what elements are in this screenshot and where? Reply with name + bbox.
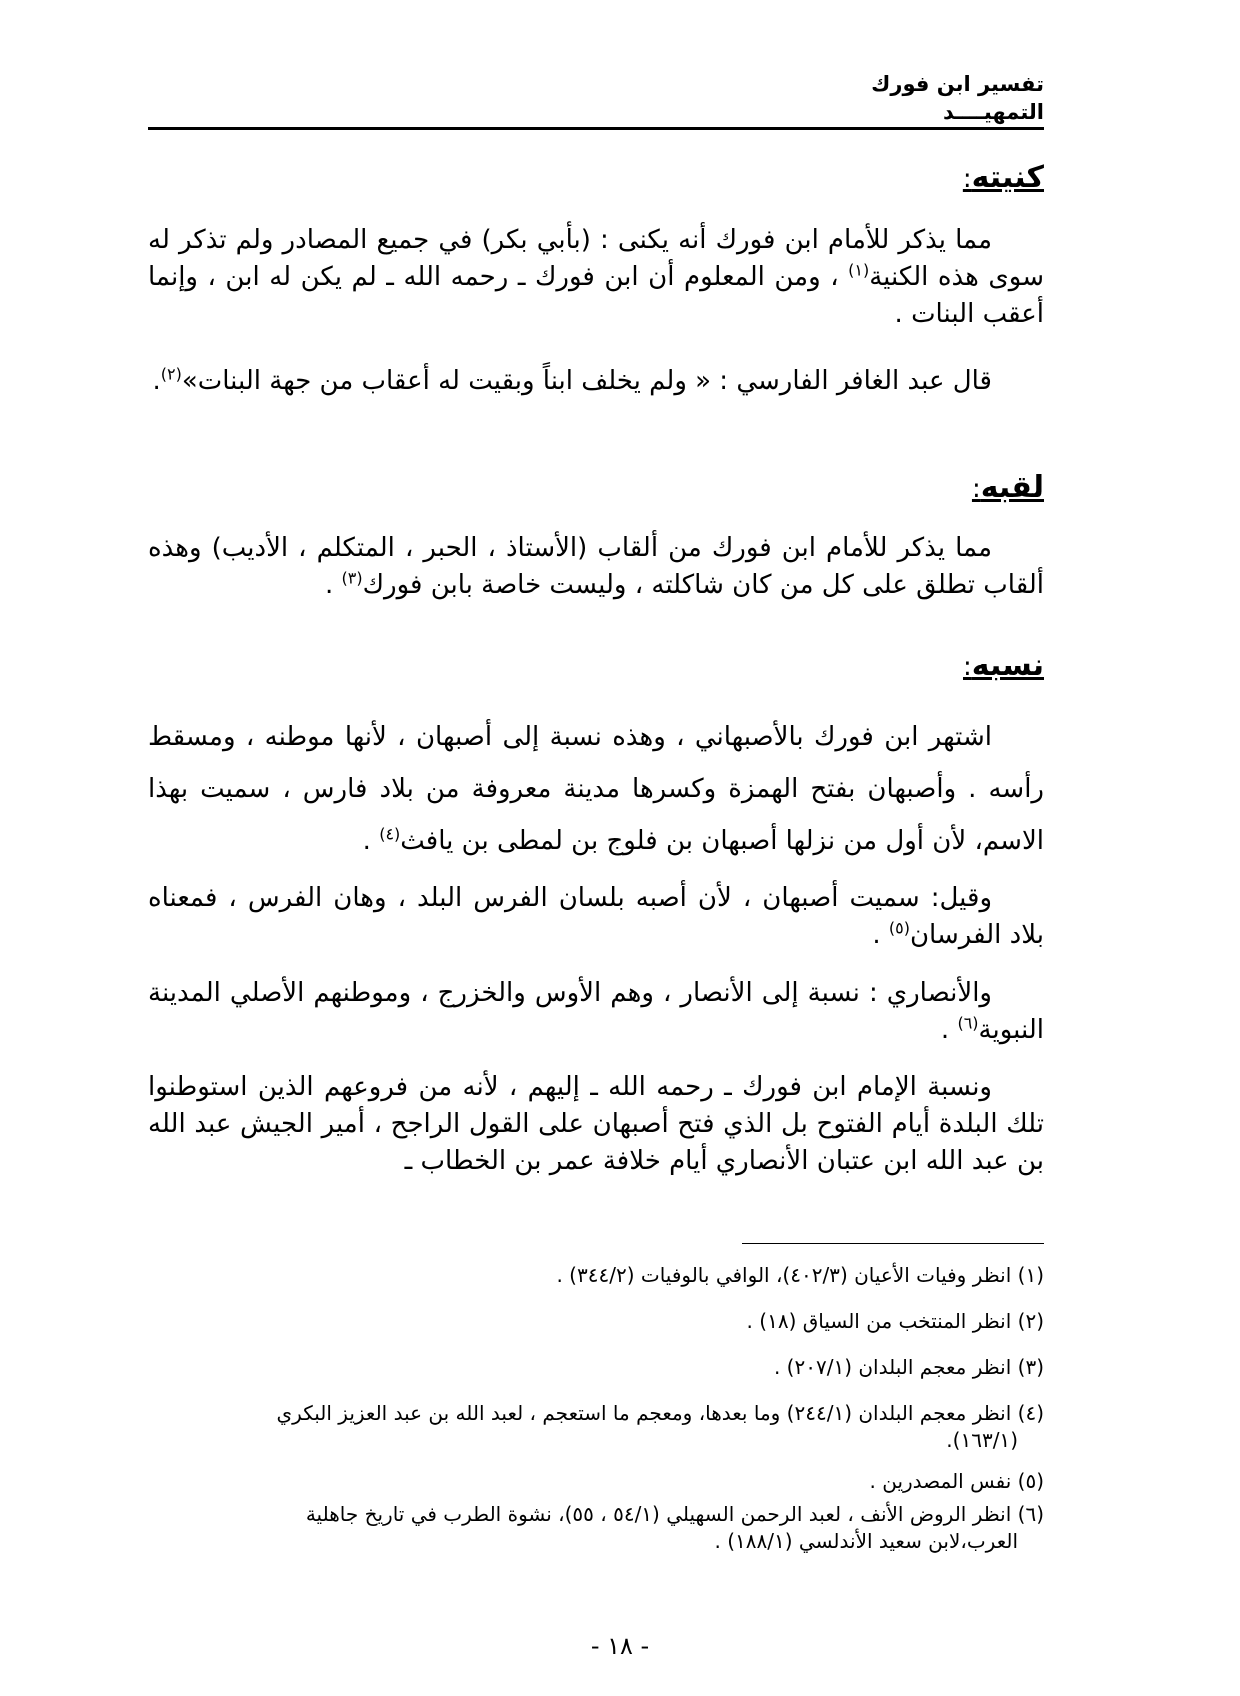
footnote-3-text: (٣) انظر معجم البلدان (٢٠٧/١) .	[773, 1355, 1044, 1379]
paragraph-laqab-1	[148, 530, 1044, 604]
paragraph-nasab-3	[148, 975, 1044, 1049]
footnote-6-text: (٦) انظر الروض الأنف ، لعبد الرحمن السهيلي (٥٤/١ ، ٥٥)، نشوة الطرب في تاريخ جاهلية	[305, 1502, 1044, 1526]
paragraph-nasab-1-text: اشتهر ابن فورك بالأصبهاني ، وهذه نسبة إلى أصبهان ، لأنها موطنه ، ومسقط رأسه . وأصبهان بفتح الهمزة وكسرها مدينة معروفة من بلاد فارس ، سميت بهذا الاسم، لأن أول من نزلها أصبهان بن فلوج بن لمطى بن يافث	[148, 722, 1044, 856]
footnote-4-continuation: (١٦٣/١).	[946, 1428, 1018, 1452]
footnote-ref-5: (٥)	[888, 918, 910, 938]
footnote-5	[148, 1468, 1044, 1495]
footnote-ref-1: (١)	[848, 260, 870, 280]
paragraph-nasab-2	[148, 880, 1044, 954]
footnote-1-text: (١) انظر وفيات الأعيان (٤٠٢/٣)، الوافي بالوفيات (٣٤٤/٢) .	[556, 1263, 1044, 1287]
heading-kunya-colon: :	[962, 164, 972, 194]
footnote-ref-4: (٤)	[379, 824, 401, 844]
paragraph-kunya-1	[148, 222, 1044, 333]
heading-nasab-text: نسبه	[971, 648, 1044, 683]
footnote-2	[148, 1308, 1044, 1335]
paragraph-kunya-1-tail: ، ومن المعلوم أن ابن فورك ـ رحمه الله ـ لم يكن له ابن ، وإنما أعقب البنات .	[148, 262, 1044, 329]
running-header-book-title: تفسير ابن فورك	[871, 72, 1044, 96]
paragraph-laqab-1-tail: .	[324, 570, 342, 600]
paragraph-nasab-1-tail: .	[362, 826, 380, 856]
paragraph-kunya-2-tail: .	[152, 366, 161, 396]
page-number: - ١٨ -	[590, 1632, 650, 1660]
paragraph-nasab-4	[148, 1069, 1044, 1180]
footnote-2-text: (٢) انظر المنتخب من السياق (١٨) .	[746, 1309, 1044, 1333]
heading-laqab	[972, 470, 1044, 506]
footnote-ref-3: (٣)	[341, 568, 363, 588]
paragraph-nasab-3-tail: .	[940, 1015, 958, 1045]
heading-laqab-text: لقبه	[980, 470, 1044, 505]
header-rule	[148, 127, 1044, 130]
paragraph-kunya-1-text: مما يذكر للأمام ابن فورك أنه يكنى : (بأبي بكر) في جميع المصادر ولم تذكر له سوى هذه الكنية	[148, 225, 1044, 292]
heading-kunya-text: كنيته	[971, 160, 1044, 195]
footnote-3	[148, 1354, 1044, 1381]
paragraph-kunya-2	[148, 363, 1044, 400]
heading-nasab-colon: :	[963, 652, 972, 682]
footnote-ref-6: (٦)	[957, 1013, 979, 1033]
running-header-section: التمهيــــد	[942, 100, 1044, 124]
paragraph-nasab-2-tail: .	[872, 920, 889, 950]
heading-kunya	[963, 160, 1044, 196]
footnote-6-continuation: العرب،لابن سعيد الأندلسي (١٨٨/١) .	[714, 1529, 1018, 1553]
paragraph-nasab-4-text: ونسبة الإمام ابن فورك ـ رحمه الله ـ إليهم ، لأنه من فروعهم الذين استوطنوا تلك البلدة أيام الفتوح بل الذي فتح أصبهان على القول الراجح ، أمير الجيش عبد الله بن عبد الله ابن عتبان الأنصاري أيام خلافة عمر بن الخطاب ـ	[148, 1072, 1044, 1176]
paragraph-nasab-1	[148, 711, 1044, 867]
heading-nasab	[963, 648, 1044, 684]
footnote-1	[148, 1262, 1044, 1289]
footnote-separator	[742, 1243, 1044, 1244]
footnote-4	[148, 1400, 1044, 1454]
paragraph-nasab-2-text: وقيل: سميت أصبهان ، لأن أصبه بلسان الفرس البلد ، وهان الفرس ، فمعناه بلاد الفرسان	[148, 883, 1044, 950]
footnote-6	[148, 1501, 1044, 1555]
paragraph-laqab-1-text: مما يذكر للأمام ابن فورك من ألقاب (الأستاذ ، الحبر ، المتكلم ، الأديب) وهذه ألقاب تطلق على كل من كان شاكلته ، وليست خاصة بابن فورك	[148, 533, 1044, 600]
footnote-ref-2: (٢)	[160, 364, 182, 384]
paragraph-kunya-2-text: قال عبد الغافر الفارسي : « ولم يخلف ابناً وبقيت له أعقاب من جهة البنات»	[181, 366, 992, 396]
footnote-4-text: (٤) انظر معجم البلدان (٢٤٤/١) وما بعدها، ومعجم ما استعجم ، لعبد الله بن عبد العزيز البكري	[276, 1401, 1044, 1425]
heading-laqab-colon: :	[971, 474, 981, 504]
paragraph-nasab-3-text: والأنصاري : نسبة إلى الأنصار ، وهم الأوس والخزرج ، وموطنهم الأصلي المدينة النبوية	[148, 978, 1044, 1045]
footnote-5-text: (٥) نفس المصدرين .	[869, 1469, 1044, 1493]
